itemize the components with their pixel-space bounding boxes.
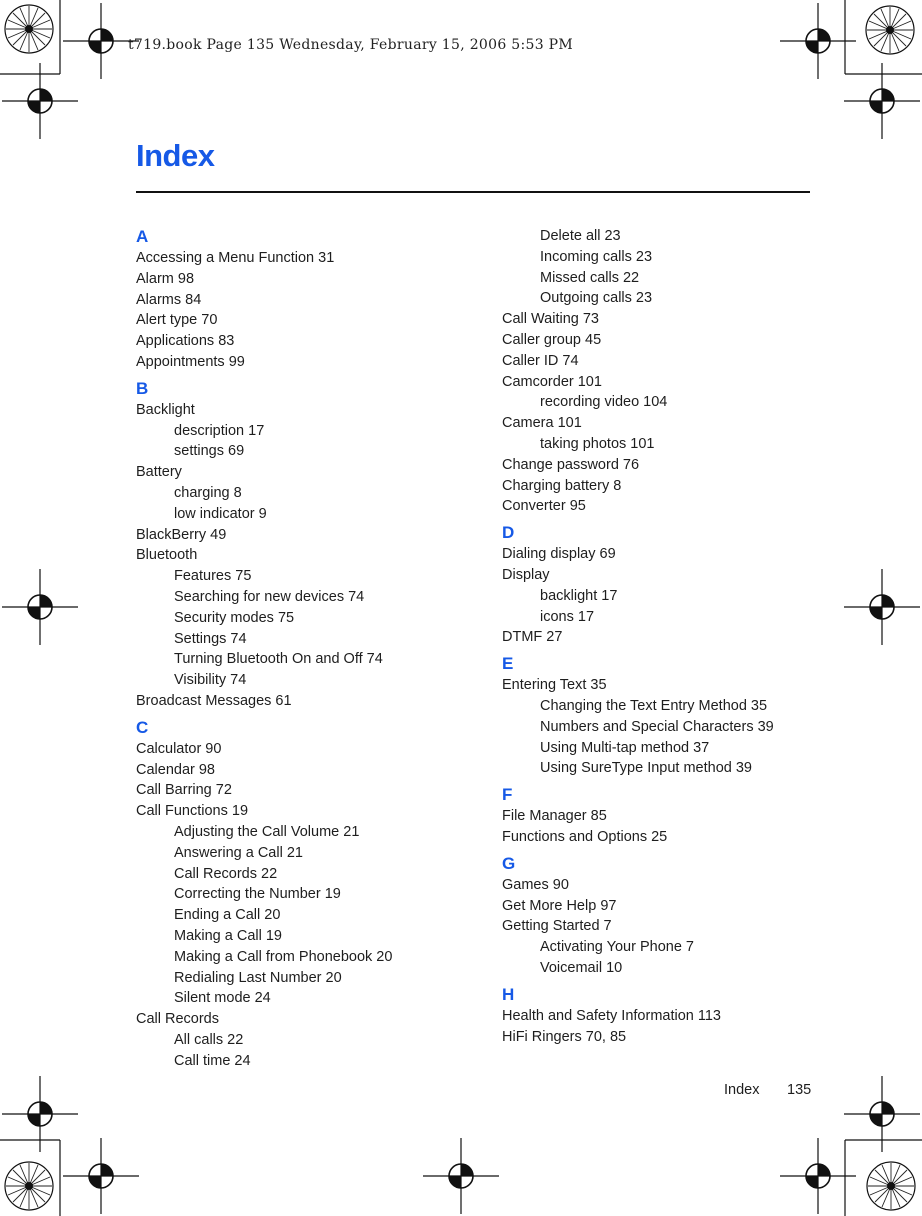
index-entry: Games 90: [502, 876, 569, 893]
index-subentry: description 17: [174, 422, 265, 439]
index-entry: Charging battery 8: [502, 477, 622, 494]
registration-mark: [423, 1138, 499, 1214]
index-letter-h: H: [502, 984, 515, 1004]
index-entry: HiFi Ringers 70, 85: [502, 1028, 627, 1045]
index-subentry: Correcting the Number 19: [174, 886, 341, 903]
index-entry: Get More Help 97: [502, 897, 617, 914]
index-entry: DTMF 27: [502, 629, 563, 646]
index-subentry: Silent mode 24: [174, 990, 271, 1007]
index-subentry: Numbers and Special Characters 39: [540, 718, 774, 735]
index-entry: Appointments 99: [136, 353, 245, 370]
index-subentry: icons 17: [540, 608, 595, 625]
index-subentry: Settings 74: [174, 630, 247, 647]
index-letter-g: G: [502, 853, 516, 873]
corner-star-mark-top-left: [5, 5, 53, 53]
index-entry: Health and Safety Information 113: [502, 1007, 721, 1024]
index-subentry: All calls 22: [174, 1031, 244, 1048]
index-letter-c: C: [136, 717, 149, 737]
registration-mark: [2, 569, 78, 645]
registration-mark: [63, 1138, 139, 1214]
index-letter-d: D: [502, 523, 515, 543]
index-entry: Display: [502, 566, 550, 583]
index-subentry: Changing the Text Entry Method 35: [540, 697, 768, 714]
index-subentry: Voicemail 10: [540, 959, 623, 976]
corner-star-mark-top-right: [866, 6, 914, 54]
index-subentry: Call Records 22: [174, 865, 278, 882]
index-entry: BlackBerry 49: [136, 526, 227, 543]
index-entry: Entering Text 35: [502, 677, 607, 694]
index-entry: Camcorder 101: [502, 373, 602, 390]
index-letter-e: E: [502, 654, 514, 674]
index-entry: Alarm 98: [136, 270, 195, 287]
index-entry: Bluetooth: [136, 547, 198, 564]
index-entry: Call Barring 72: [136, 782, 232, 799]
index-subentry: Ending a Call 20: [174, 907, 281, 924]
index-subentry: Security modes 75: [174, 609, 295, 626]
index-entry: Caller group 45: [502, 331, 602, 348]
index-entry: Backlight: [136, 401, 195, 418]
index-entry: Getting Started 7: [502, 918, 612, 935]
registration-mark: [844, 569, 920, 645]
title-rule: [136, 191, 810, 193]
index-entry: Change password 76: [502, 456, 640, 473]
index-entry: Alert type 70: [136, 312, 218, 329]
index-column-right: [502, 226, 842, 1047]
index-subentry: Incoming calls 23: [540, 248, 653, 265]
footer-page-number: 135: [787, 1082, 812, 1098]
index-entry: Call Records: [136, 1011, 219, 1028]
index-entry: Caller ID 74: [502, 352, 579, 369]
index-entry: Functions and Options 25: [502, 828, 668, 845]
index-entry: Dialing display 69: [502, 546, 616, 563]
index-subentry: Features 75: [174, 568, 252, 585]
index-entry: Calculator 90: [136, 740, 222, 757]
index-subentry: Searching for new devices 74: [174, 588, 365, 605]
index-entry: Battery: [136, 464, 182, 481]
index-subentry: Answering a Call 21: [174, 844, 303, 861]
index-entry: Accessing a Menu Function 31: [136, 250, 335, 266]
index-entry: File Manager 85: [502, 808, 607, 825]
index-subentry: recording video 104: [540, 394, 668, 411]
index-subentry: taking photos 101: [540, 435, 655, 452]
index-subentry: Outgoing calls 23: [540, 290, 653, 307]
index-subentry: Missed calls 22: [540, 269, 640, 286]
index-subentry: Activating Your Phone 7: [540, 939, 694, 956]
footer-section-label: Index: [724, 1082, 760, 1098]
index-subentry: Delete all 23: [540, 228, 621, 244]
index-entry: Broadcast Messages 61: [136, 692, 292, 709]
index-subentry: Redialing Last Number 20: [174, 969, 342, 986]
index-subentry: Call time 24: [174, 1052, 251, 1069]
index-subentry: Turning Bluetooth On and Off 74: [174, 651, 383, 668]
index-entry: Alarms 84: [136, 291, 202, 308]
page-title: Index: [136, 138, 215, 173]
index-column-left: [136, 226, 476, 1071]
index-subentry: settings 69: [174, 443, 245, 460]
print-header-stamp: t719.book Page 135 Wednesday, February 15, 2006 5:53 PM: [128, 37, 574, 53]
index-letter-a: A: [136, 227, 149, 246]
index-entry: Call Waiting 73: [502, 311, 599, 328]
index-subentry: Adjusting the Call Volume 21: [174, 823, 360, 840]
index-subentry: Using Multi-tap method 37: [540, 739, 710, 756]
corner-star-mark-bottom-right: [867, 1162, 915, 1210]
index-entry: Converter 95: [502, 498, 586, 515]
index-subentry: Making a Call from Phonebook 20: [174, 948, 393, 965]
index-subentry: charging 8: [174, 484, 242, 501]
corner-star-mark-bottom-left: [5, 1162, 53, 1210]
index-subentry: Making a Call 19: [174, 927, 282, 944]
index-entry: Camera 101: [502, 415, 582, 432]
index-letter-f: F: [502, 785, 513, 805]
index-subentry: backlight 17: [540, 587, 618, 604]
index-subentry: Visibility 74: [174, 672, 247, 689]
index-entry: Call Functions 19: [136, 803, 249, 820]
index-entry: Calendar 98: [136, 761, 215, 778]
index-letter-b: B: [136, 378, 149, 398]
index-subentry: Using SureType Input method 39: [540, 760, 752, 777]
index-subentry: low indicator 9: [174, 505, 267, 522]
index-entry: Applications 83: [136, 333, 235, 350]
